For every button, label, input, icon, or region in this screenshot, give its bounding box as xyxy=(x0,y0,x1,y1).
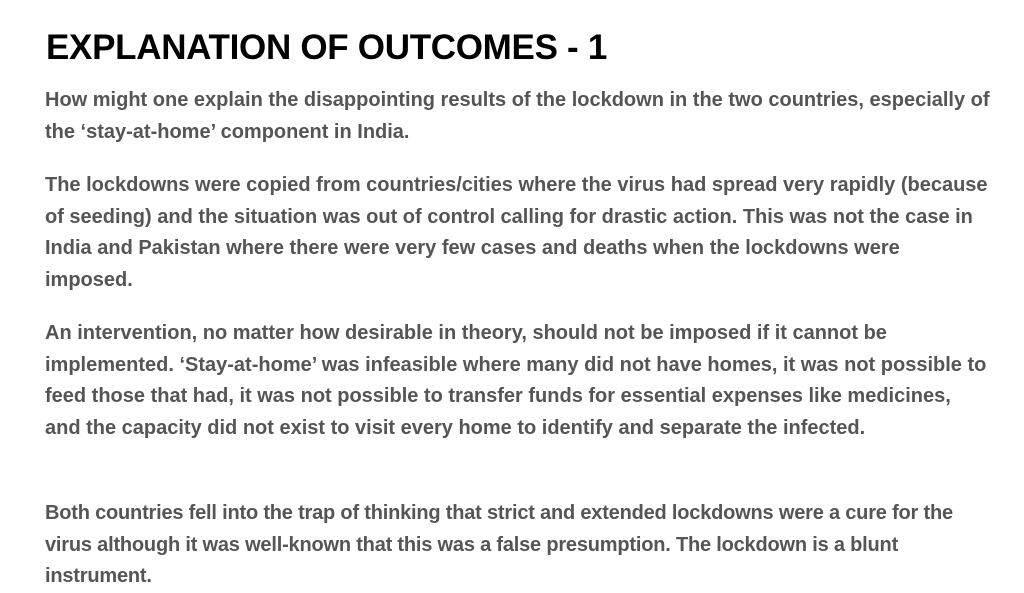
paragraph-intervention-feasibility: An intervention, no matter how desirable in theory, should not be imposed if it cannot be implemented. ‘Stay-at-home’ was infeasible where many did not have homes, it was not possible to feed those that had, it was not possible to transfer funds for essential expenses like medicines, and the capacity did not exist to visit every home to identify and separate the infected. xyxy=(45,322,987,439)
paragraph-question: How might one explain the disappointing results of the lockdown in the two countries, especially of the ‘stay-at-home’ component in India. xyxy=(45,89,990,143)
paragraph-lockdown-trap: Both countries fell into the trap of thinking that strict and extended lockdowns were a cure for the virus although it was well-known that this was a false presumption. The lockdown is a blunt instrument. xyxy=(45,502,953,587)
paragraph-copied-lockdowns: The lockdowns were copied from countries/cities where the virus had spread very rapidly (because of seeding) and the situation was out of control calling for drastic action. This was not the case in India and Pakistan where there were very few cases and deaths when the lockdowns were imposed. xyxy=(45,174,988,291)
slide-title: EXPLANATION OF OUTCOMES - 1 xyxy=(46,28,607,67)
